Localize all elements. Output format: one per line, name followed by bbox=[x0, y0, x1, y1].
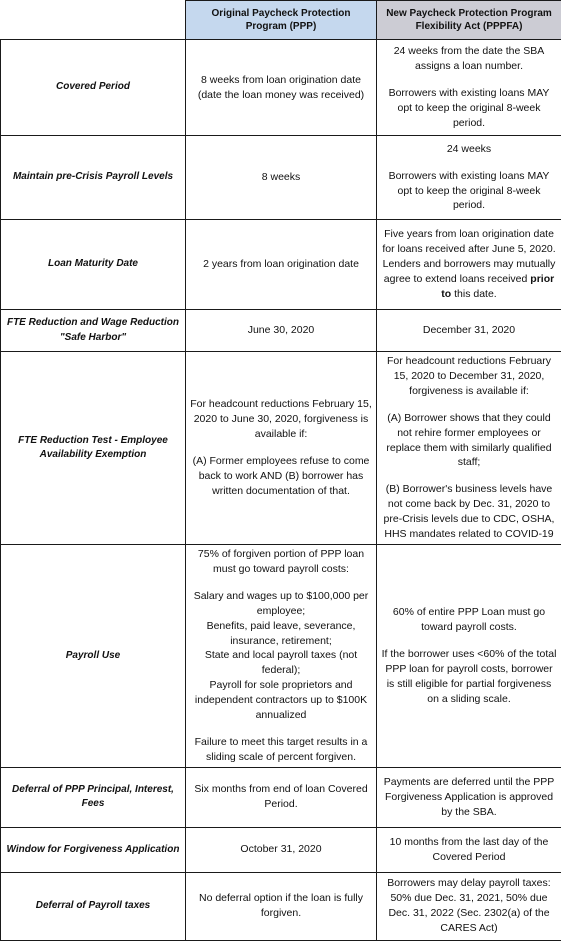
row-label: Window for Forgiveness Application bbox=[1, 827, 186, 872]
ppp-cell: June 30, 2020 bbox=[186, 310, 377, 352]
pppfa-cell bbox=[377, 136, 561, 220]
pppfa-text: If the borrower uses <60% of the total PPP loan for payroll costs, borrower is still eligible for partial forgiveness on a sliding scale. bbox=[381, 647, 557, 707]
row-label: FTE Reduction and Wage Reduction "Safe Harbor" bbox=[1, 310, 186, 352]
pppfa-text: Borrowers with existing loans MAY opt to keep the original 8-week period. bbox=[381, 86, 557, 131]
header-pppfa: New Paycheck Protection Program Flexibility Act (PPPFA) bbox=[377, 1, 561, 40]
pppfa-text: (A) Borrower shows that they could not rehire former employees or replace them with similarly qualified staff; bbox=[381, 411, 557, 471]
pppfa-cell: 10 months from the last day of the Covered Period bbox=[377, 827, 561, 872]
table-row-payroll-taxes bbox=[1, 872, 561, 940]
pppfa-cell bbox=[377, 352, 561, 545]
ppp-text: For headcount reductions February 15, 2020 to June 30, 2020, forgiveness is available if: bbox=[190, 397, 372, 442]
row-label: Payroll Use bbox=[1, 544, 186, 767]
ppp-cell bbox=[186, 352, 377, 545]
row-label: Covered Period bbox=[1, 40, 186, 136]
ppp-text: Failure to meet this target results in a sliding scale of percent forgiven. bbox=[190, 735, 372, 765]
ppp-text: 75% of forgiven portion of PPP loan must go toward payroll costs: bbox=[190, 547, 372, 577]
pppfa-bold-text: prior to bbox=[441, 273, 554, 300]
table-row-payroll-levels bbox=[1, 136, 561, 220]
pppfa-cell: December 31, 2020 bbox=[377, 310, 561, 352]
table-row-forgiveness-window bbox=[1, 827, 561, 872]
ppp-cell: 8 weeks bbox=[186, 136, 377, 220]
ppp-cell: No deferral option if the loan is fully forgiven. bbox=[186, 872, 377, 940]
ppp-cell bbox=[186, 544, 377, 767]
pppfa-text: this date. bbox=[454, 288, 497, 300]
table-row-loan-maturity bbox=[1, 220, 561, 310]
pppfa-cell bbox=[377, 544, 561, 767]
row-label: FTE Reduction Test - Employee Availability Exemption bbox=[1, 352, 186, 545]
header-ppp: Original Paycheck Protection Program (PPP) bbox=[186, 1, 377, 40]
ppp-text: Salary and wages up to $100,000 per employee; Benefits, paid leave, severance, insurance, retirement; State and local payroll taxes (not federal); Payroll for sole proprietors and independent contractors up to $100K annualized bbox=[190, 589, 372, 723]
row-label: Loan Maturity Date bbox=[1, 220, 186, 310]
pppfa-text: 24 weeks bbox=[381, 142, 557, 157]
ppp-cell: 8 weeks from loan origination date (date the loan money was received) bbox=[186, 40, 377, 136]
table-row-safe-harbor bbox=[1, 310, 561, 352]
pppfa-text: 60% of entire PPP Loan must go toward payroll costs. bbox=[381, 605, 557, 635]
table-row-payroll-use bbox=[1, 544, 561, 767]
pppfa-text: 24 weeks from the date the SBA assigns a loan number. bbox=[381, 44, 557, 74]
table-row-fte-test bbox=[1, 352, 561, 545]
ppp-text: (A) Former employees refuse to come back to work AND (B) borrower has written documentation of that. bbox=[190, 454, 372, 499]
row-label: Maintain pre-Crisis Payroll Levels bbox=[1, 136, 186, 220]
pppfa-text: Five years from loan origination date for loans received after June 5, 2020. Lenders and borrowers may mutually agree to extend loans received bbox=[382, 228, 555, 285]
pppfa-text: (B) Borrower's business levels have not come back by Dec. 31, 2020 to pre-Crisis levels due to CDC, OSHA, HHS mandates related to COVID-19 bbox=[381, 482, 557, 542]
ppp-cell: 2 years from loan origination date bbox=[186, 220, 377, 310]
pppfa-cell bbox=[377, 220, 561, 310]
row-label: Deferral of Payroll taxes bbox=[1, 872, 186, 940]
ppp-cell: Six months from end of loan Covered Period. bbox=[186, 767, 377, 827]
header-row bbox=[1, 1, 561, 40]
header-blank-cell bbox=[1, 1, 186, 40]
table-row-covered-period bbox=[1, 40, 561, 136]
table-row-deferral-principal bbox=[1, 767, 561, 827]
pppfa-cell bbox=[377, 40, 561, 136]
row-label: Deferral of PPP Principal, Interest, Fees bbox=[1, 767, 186, 827]
ppp-cell: October 31, 2020 bbox=[186, 827, 377, 872]
pppfa-text: For headcount reductions February 15, 2020 to December 31, 2020, forgiveness is available if: bbox=[381, 354, 557, 399]
pppfa-text: Borrowers with existing loans MAY opt to keep the original 8-week period. bbox=[381, 169, 557, 214]
pppfa-cell: Borrowers may delay payroll taxes: 50% due Dec. 31, 2021, 50% due Dec. 31, 2022 (Sec. 2302(a) of the CARES Act) bbox=[377, 872, 561, 940]
pppfa-cell: Payments are deferred until the PPP Forgiveness Application is approved by the SBA. bbox=[377, 767, 561, 827]
